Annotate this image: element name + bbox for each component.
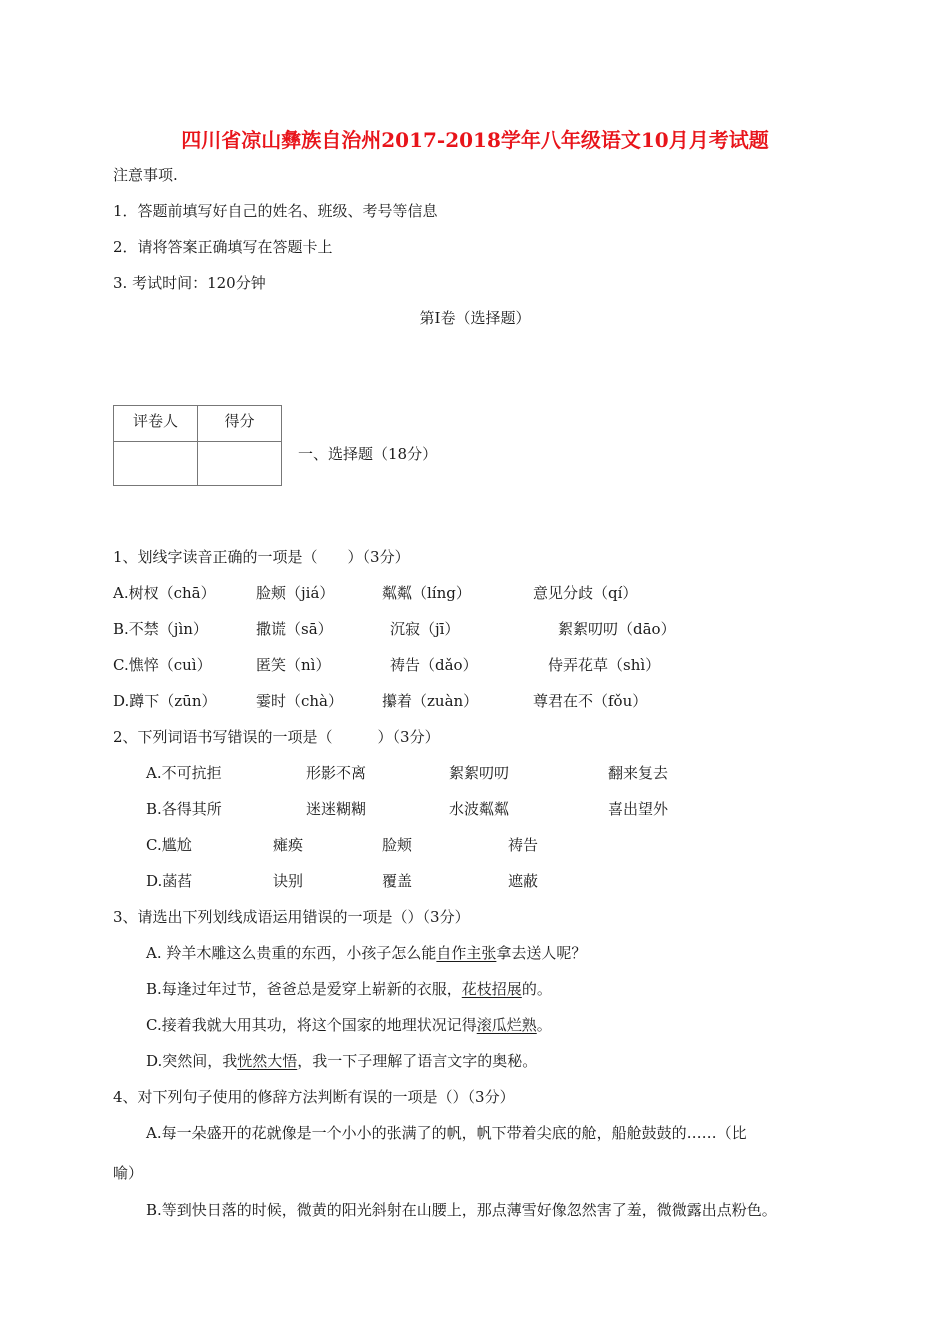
grader-cell — [114, 442, 198, 486]
q3-option-text: 。 — [536, 1016, 552, 1034]
q3-option — [146, 942, 586, 963]
notes-item: 3. 考试时间：120分钟 — [113, 274, 266, 292]
q1-option: 霎时（chà） — [256, 692, 344, 710]
volume-title: 第Ⅰ卷（选择题） — [419, 309, 531, 327]
section-heading: 一、选择题（18分） — [298, 445, 438, 463]
q3-option-text: ，我一下子理解了语言文字的奥秘。 — [297, 1052, 538, 1070]
q1-option: 匿笑（nì） — [256, 656, 331, 674]
q1-option: 意见分歧（qí） — [533, 584, 638, 602]
q2-option: B.各得其所 — [146, 800, 222, 818]
q1-option: 沉寂（jī） — [390, 620, 460, 638]
q3-option-text: 的。 — [521, 980, 552, 998]
q1-option: 攥着（zuàn） — [382, 692, 479, 710]
q4-option-a-cont: 喻） — [113, 1164, 144, 1182]
q1-option: 撒谎（sā） — [256, 620, 333, 638]
score-header: 得分 — [198, 406, 282, 442]
q3-option — [146, 1014, 552, 1035]
score-cell — [198, 442, 282, 486]
q3-option — [146, 1050, 537, 1071]
q2-option: 絮絮叨叨 — [449, 764, 510, 782]
q1-option: D.蹲下（zūn） — [113, 692, 217, 710]
grader-header: 评卷人 — [114, 406, 198, 442]
q1-option: C.憔悴（cuì） — [113, 656, 212, 674]
q2-option: 迷迷糊糊 — [306, 800, 367, 818]
page-title: 四川省凉山彝族自治州2017-2018学年八年级语文10月月考试题 — [181, 128, 769, 152]
q4-option-b: B.等到快日落的时候，微黄的阳光斜射在山腰上，那点薄雪好像忽然害了羞，微微露出点粉色。 — [146, 1201, 777, 1219]
q1-option: 侍弄花草（shì） — [548, 656, 661, 674]
q2-option: 水波粼粼 — [449, 800, 510, 818]
notes-item: 1．答题前填写好自己的姓名、班级、考号等信息 — [113, 202, 438, 220]
underlined-idiom: 滚瓜烂熟 — [476, 1016, 537, 1034]
q2-option: 瘫痪 — [273, 836, 304, 854]
question-1-stem: 1、划线字读音正确的一项是（ ）（3分） — [113, 548, 410, 566]
q2-option: C.尴尬 — [146, 836, 192, 854]
q2-option: 翻来复去 — [608, 764, 669, 782]
q3-option-text: D.突然间，我 — [146, 1052, 238, 1070]
notes-item: 2．请将答案正确填写在答题卡上 — [113, 238, 333, 256]
notes-heading: 注意事项. — [113, 166, 178, 184]
question-4-stem: 4、对下列句子使用的修辞方法判断有误的一项是（）（3分） — [113, 1088, 515, 1106]
q1-option: 尊君在不（fǒu） — [533, 692, 648, 710]
q2-option: 喜出望外 — [608, 800, 669, 818]
q1-option: B.不禁（jìn） — [113, 620, 208, 638]
score-table — [113, 405, 282, 486]
q2-option: 遮蔽 — [508, 872, 539, 890]
q4-option-a: A.每一朵盛开的花就像是一个小小的张满了的帆，帆下带着尖底的舱，船舱鼓鼓的……（比 — [146, 1124, 747, 1142]
q1-option: 粼粼（líng） — [382, 584, 471, 602]
q3-option — [146, 978, 552, 999]
q1-option: 絮絮叨叨（dāo） — [558, 620, 676, 638]
q3-option-text: 拿去送人呢？ — [496, 944, 587, 962]
underlined-idiom: 恍然大悟 — [237, 1052, 298, 1070]
q2-option: 祷告 — [508, 836, 539, 854]
q3-option-text: B.每逢过年过节，爸爸总是爱穿上崭新的衣服， — [146, 980, 462, 998]
question-2-stem: 2、下列词语书写错误的一项是（ ）（3分） — [113, 728, 440, 746]
q2-option: 形影不离 — [306, 764, 367, 782]
q2-option: 脸颊 — [382, 836, 413, 854]
q2-option: 诀别 — [273, 872, 304, 890]
q3-option-text: C.接着我就大用其功，将这个国家的地理状况记得 — [146, 1016, 477, 1034]
underlined-idiom: 自作主张 — [436, 944, 497, 962]
q1-option: 脸颊（jiá） — [256, 584, 335, 602]
q2-option: A.不可抗拒 — [146, 764, 222, 782]
underlined-idiom: 花枝招展 — [461, 980, 522, 998]
q1-option: 祷告（dǎo） — [390, 656, 478, 674]
question-3-stem: 3、请选出下列划线成语运用错误的一项是（）（3分） — [113, 908, 470, 926]
q1-option: A.树杈（chā） — [113, 584, 216, 602]
q3-option-text: A. 羚羊木雕这么贵重的东西，小孩子怎么能 — [146, 944, 437, 962]
q2-option: D.菡萏 — [146, 872, 193, 890]
q2-option: 覆盖 — [382, 872, 413, 890]
